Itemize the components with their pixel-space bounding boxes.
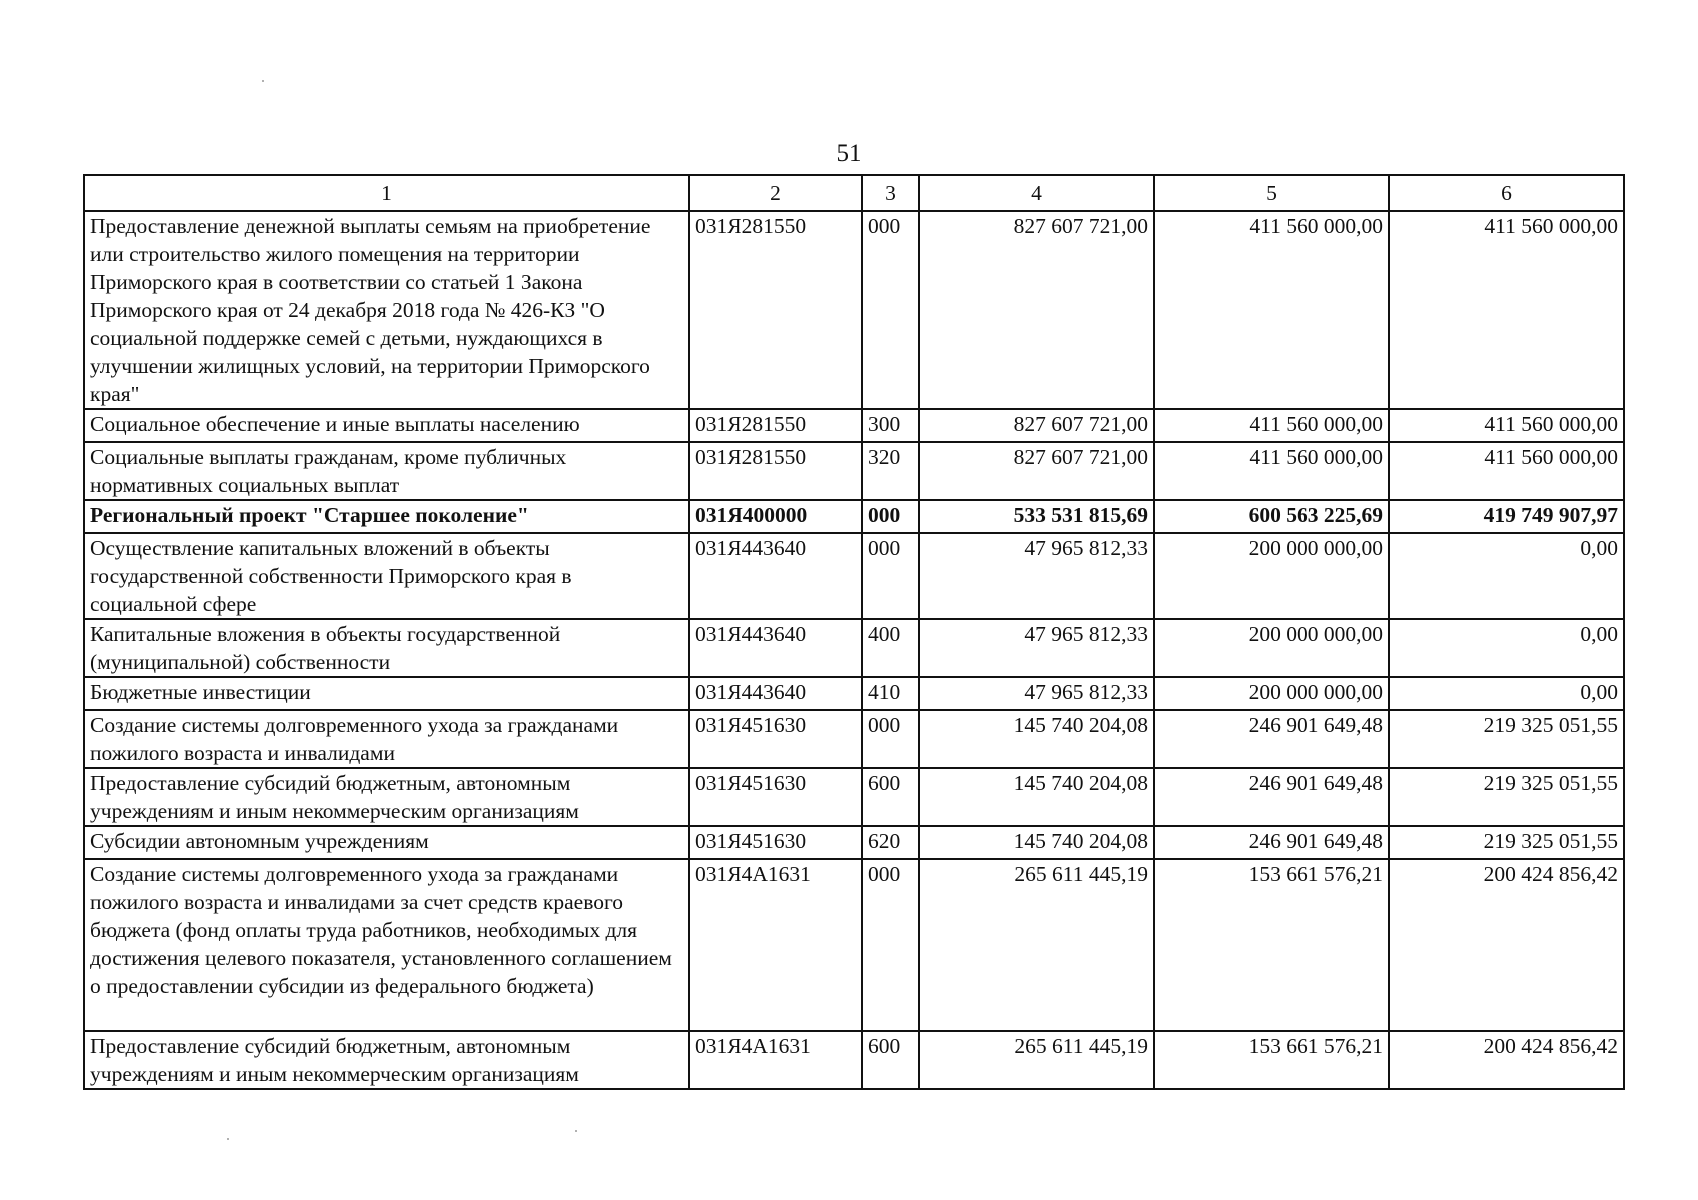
table-row — [84, 826, 1624, 859]
table-row — [84, 619, 1624, 677]
amount-col5: 411 560 000,00 — [1154, 442, 1389, 500]
expense-name: Предоставление субсидий бюджетным, автономным учреждениям и иным некоммерческим организациям — [84, 768, 689, 826]
expense-name: Капитальные вложения в объекты государственной (муниципальной) собственности — [84, 619, 689, 677]
target-code: 031Я443640 — [689, 533, 862, 619]
target-code: 031Я281550 — [689, 409, 862, 442]
amount-col6: 219 325 051,55 — [1389, 826, 1624, 859]
amount-col6: 411 560 000,00 — [1389, 211, 1624, 409]
amount-col4: 827 607 721,00 — [919, 211, 1154, 409]
expense-type-code: 600 — [862, 768, 919, 826]
expense-type-code: 000 — [862, 859, 919, 1031]
table-row — [84, 710, 1624, 768]
expense-type-code: 000 — [862, 211, 919, 409]
expense-name: Региональный проект "Старшее поколение" — [84, 500, 689, 533]
amount-col6: 200 424 856,42 — [1389, 859, 1624, 1031]
target-code: 031Я4А1631 — [689, 859, 862, 1031]
amount-col5: 411 560 000,00 — [1154, 409, 1389, 442]
target-code: 031Я4А1631 — [689, 1031, 862, 1089]
table-header-row — [84, 175, 1624, 211]
amount-col5: 200 000 000,00 — [1154, 533, 1389, 619]
table-row — [84, 859, 1624, 1031]
table-row — [84, 677, 1624, 710]
column-header: 2 — [689, 175, 862, 211]
amount-col4: 145 740 204,08 — [919, 710, 1154, 768]
scan-speck — [262, 80, 264, 82]
target-code: 031Я451630 — [689, 710, 862, 768]
table-row — [84, 442, 1624, 500]
amount-col6: 0,00 — [1389, 677, 1624, 710]
amount-col6: 219 325 051,55 — [1389, 710, 1624, 768]
amount-col6: 0,00 — [1389, 533, 1624, 619]
target-code: 031Я451630 — [689, 768, 862, 826]
amount-col4: 47 965 812,33 — [919, 619, 1154, 677]
table-row-section — [84, 500, 1624, 533]
expense-type-code: 000 — [862, 533, 919, 619]
column-header: 5 — [1154, 175, 1389, 211]
page-number: 51 — [836, 140, 862, 167]
amount-col4: 145 740 204,08 — [919, 826, 1154, 859]
amount-col6: 219 325 051,55 — [1389, 768, 1624, 826]
expense-type-code: 620 — [862, 826, 919, 859]
amount-col4: 827 607 721,00 — [919, 442, 1154, 500]
amount-col4: 47 965 812,33 — [919, 533, 1154, 619]
expense-name: Создание системы долговременного ухода за гражданами пожилого возраста и инвалидами — [84, 710, 689, 768]
expense-name: Предоставление денежной выплаты семьям на приобретение или строительство жилого помещения на территории Приморского края в соответствии со статьей 1 Закона Приморского края от 24 декабря 2018 года № 426-КЗ "О социальной поддержке семей с детьми, нуждающихся в улучшении жилищных условий, на территории Приморского края" — [84, 211, 689, 409]
target-code: 031Я443640 — [689, 677, 862, 710]
expense-type-code: 000 — [862, 500, 919, 533]
expense-type-code: 000 — [862, 710, 919, 768]
expense-type-code: 320 — [862, 442, 919, 500]
amount-col6: 0,00 — [1389, 619, 1624, 677]
column-header: 6 — [1389, 175, 1624, 211]
amount-col5: 200 000 000,00 — [1154, 677, 1389, 710]
target-code: 031Я281550 — [689, 442, 862, 500]
target-code: 031Я443640 — [689, 619, 862, 677]
expense-name: Социальное обеспечение и иные выплаты населению — [84, 409, 689, 442]
amount-col4: 265 611 445,19 — [919, 1031, 1154, 1089]
amount-col4: 533 531 815,69 — [919, 500, 1154, 533]
expense-type-code: 410 — [862, 677, 919, 710]
expense-type-code: 600 — [862, 1031, 919, 1089]
amount-col4: 47 965 812,33 — [919, 677, 1154, 710]
amount-col4: 827 607 721,00 — [919, 409, 1154, 442]
table-row — [84, 211, 1624, 409]
amount-col5: 153 661 576,21 — [1154, 859, 1389, 1031]
amount-col5: 246 901 649,48 — [1154, 826, 1389, 859]
amount-col5: 600 563 225,69 — [1154, 500, 1389, 533]
amount-col5: 200 000 000,00 — [1154, 619, 1389, 677]
amount-col4: 145 740 204,08 — [919, 768, 1154, 826]
scan-speck — [227, 1138, 229, 1140]
amount-col6: 411 560 000,00 — [1389, 409, 1624, 442]
table-row — [84, 409, 1624, 442]
expense-type-code: 400 — [862, 619, 919, 677]
expense-name: Предоставление субсидий бюджетным, автономным учреждениям и иным некоммерческим организациям — [84, 1031, 689, 1089]
amount-col6: 200 424 856,42 — [1389, 1031, 1624, 1089]
amount-col5: 246 901 649,48 — [1154, 710, 1389, 768]
expense-name: Бюджетные инвестиции — [84, 677, 689, 710]
amount-col6: 419 749 907,97 — [1389, 500, 1624, 533]
target-code: 031Я451630 — [689, 826, 862, 859]
amount-col5: 246 901 649,48 — [1154, 768, 1389, 826]
table-row — [84, 768, 1624, 826]
column-header: 3 — [862, 175, 919, 211]
target-code: 031Я281550 — [689, 211, 862, 409]
amount-col4: 265 611 445,19 — [919, 859, 1154, 1031]
expense-name: Осуществление капитальных вложений в объекты государственной собственности Приморского края в социальной сфере — [84, 533, 689, 619]
amount-col5: 411 560 000,00 — [1154, 211, 1389, 409]
amount-col6: 411 560 000,00 — [1389, 442, 1624, 500]
column-header: 4 — [919, 175, 1154, 211]
target-code: 031Я400000 — [689, 500, 862, 533]
table-row — [84, 533, 1624, 619]
expense-name: Социальные выплаты гражданам, кроме публичных нормативных социальных выплат — [84, 442, 689, 500]
scan-speck — [575, 1130, 577, 1132]
amount-col5: 153 661 576,21 — [1154, 1031, 1389, 1089]
column-header: 1 — [84, 175, 689, 211]
expense-type-code: 300 — [862, 409, 919, 442]
expense-name: Создание системы долговременного ухода за гражданами пожилого возраста и инвалидами за счет средств краевого бюджета (фонд оплаты труда работников, необходимых для достижения целевого показателя, установленного соглашением о предоставлении субсидии из федерального бюджета) — [84, 859, 689, 1031]
expense-name: Субсидии автономным учреждениям — [84, 826, 689, 859]
table-row — [84, 1031, 1624, 1089]
budget-table — [83, 174, 1625, 1090]
